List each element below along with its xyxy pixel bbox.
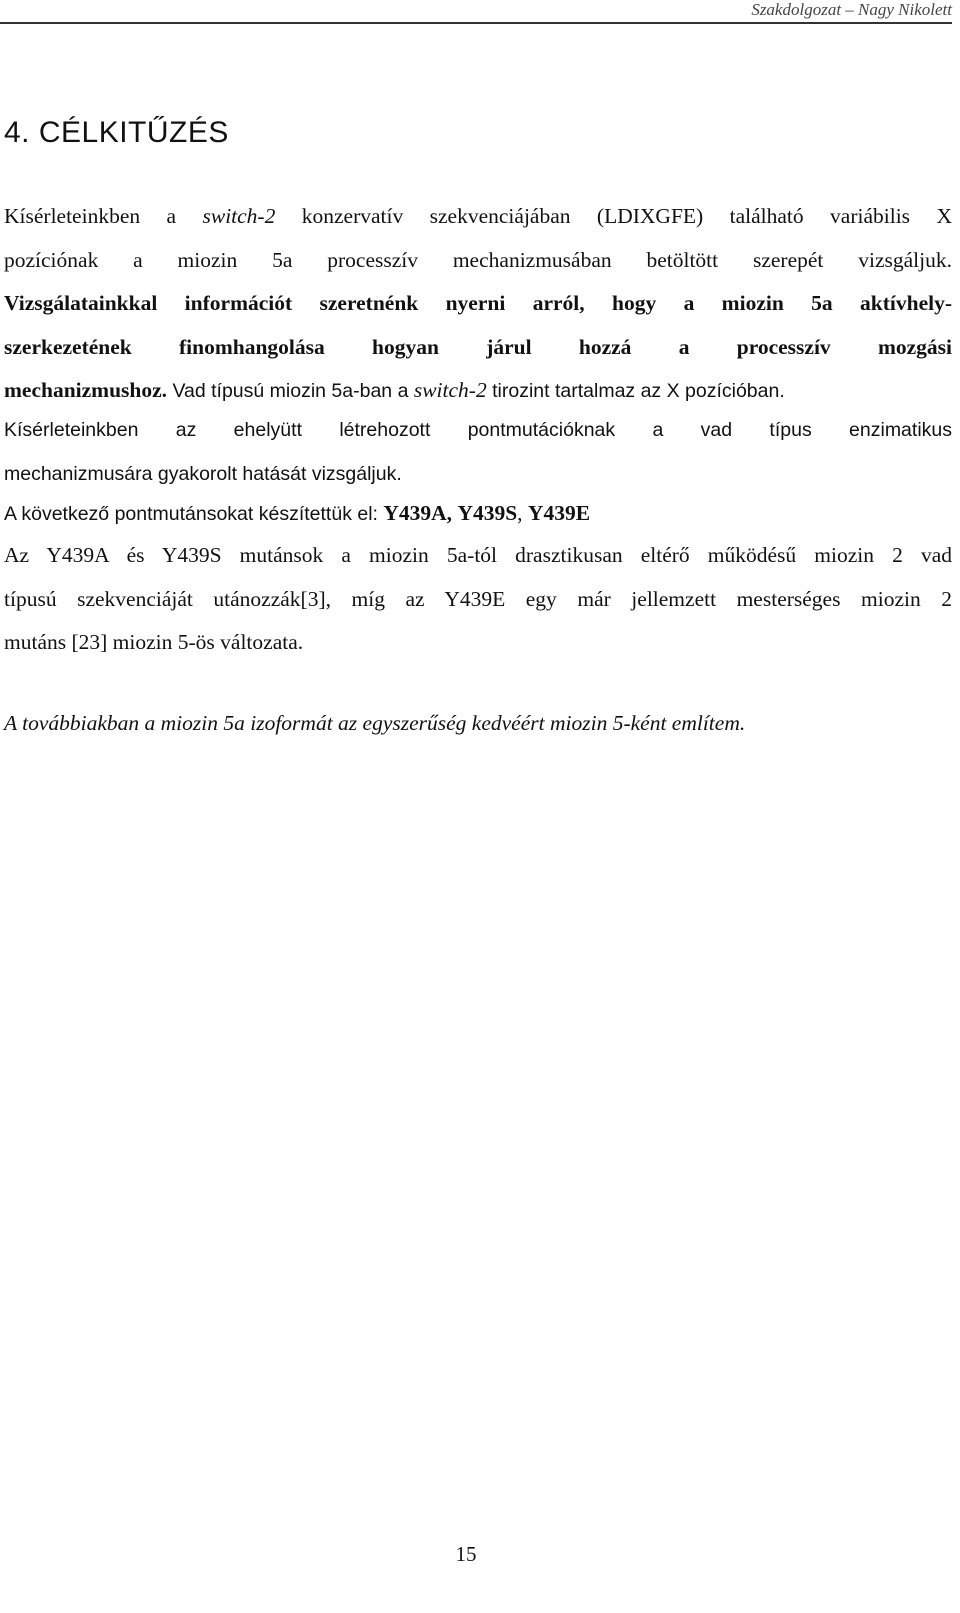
paragraph-line: típusú szekvenciáját utánozzák[3], míg az Y439E egy már jellemzett mesterséges miozin 2 (4, 586, 952, 611)
mutant-name: Y439A, (383, 501, 453, 525)
text-run: Vad típusú miozin 5a-ban a (167, 380, 414, 402)
text-run: tirozint tartalmaz az X pozícióban. (486, 380, 785, 402)
paragraph-line: mutáns [23] miozin 5-ös változata. (4, 630, 304, 654)
paragraph-line: pozíciónak a miozin 5a processzív mechanizmusában betöltött szerepét vizsgáljuk. (4, 247, 952, 272)
italic-term: switch-2 (413, 378, 487, 402)
paragraph-note: A továbbiakban a miozin 5a izoformát az egyszerűség kedvéért miozin 5-ként említem. (4, 711, 746, 735)
running-head: Szakdolgozat – Nagy Nikolett (751, 0, 952, 19)
paragraph-aims (4, 195, 952, 414)
paragraph-line: szerkezetének finomhangolása hogyan járul hozzá a processzív mozgási (4, 334, 952, 359)
bold-text-run: mechanizmushoz. (4, 378, 168, 402)
paragraph-line (4, 195, 952, 239)
mutant-name: Y439E (527, 501, 591, 525)
text-run: konzervatív szekvenciájában (LDIXGFE) található variábilis X (275, 204, 952, 228)
paragraph-line: Az Y439A és Y439S mutánsok a miozin 5a-tól drasztikusan eltérő működésű miozin 2 vad (4, 543, 952, 567)
paragraph-experiments (4, 409, 952, 496)
page-number: 15 (455, 1542, 477, 1566)
paragraph-mutants (4, 492, 952, 537)
mutant-name: Y439S (457, 501, 518, 525)
italic-term: switch-2 (202, 204, 276, 228)
paragraph-line (4, 369, 952, 414)
paragraph-line: Kísérleteinkben az ehelyütt létrehozott pontmutációknak a vad típus enzimatikus (4, 419, 952, 441)
text-run: A következő pontmutánsokat készítettük el: (4, 503, 384, 525)
paragraph-line: Vizsgálatainkkal információt szeretnénk nyerni arról, hogy a miozin 5a aktívhely- (4, 291, 952, 315)
text-run: Kísérleteinkben a (4, 204, 203, 228)
section-title: 4. CÉLKITŰZÉS (4, 116, 229, 149)
paragraph-line: mechanizmusára gyakorolt hatását vizsgáljuk. (4, 462, 402, 485)
paragraph-mutant-description (4, 534, 952, 665)
page-header (0, 0, 952, 24)
separator: , (517, 501, 528, 525)
